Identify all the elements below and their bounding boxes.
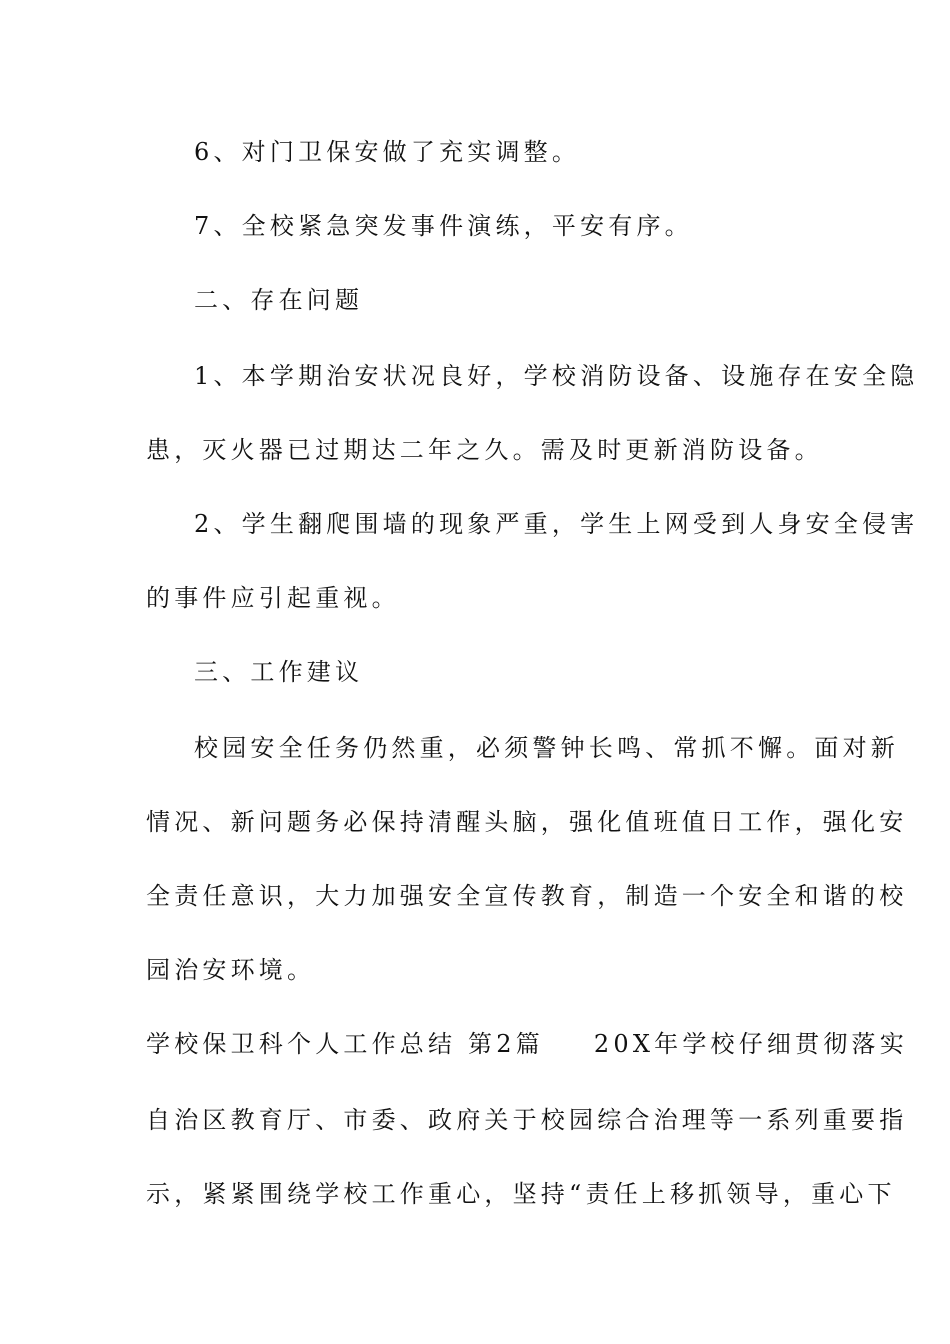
continuation-line-1: 自治区教育厅、市委、政府关于校园综合治理等一系列重要指 — [146, 1106, 908, 1134]
section-title-line — [146, 1028, 908, 1060]
paragraph-problem-1-line-1: 1、本学期治安状况良好，学校消防设备、设施存在安全隐 — [194, 362, 919, 390]
paragraph-suggestion-line-2: 情况、新问题务必保持清醒头脑，强化值班值日工作，强化安 — [146, 808, 908, 836]
paragraph-item-6: 6、对门卫保安做了充实调整。 — [194, 138, 581, 166]
continuation-line-2: 示，紧紧围绕学校工作重心，坚持“责任上移抓领导，重心下 — [146, 1180, 896, 1208]
paragraph-problem-1-line-2: 患，灭火器已过期达二年之久。需及时更新消防设备。 — [146, 436, 823, 464]
paragraph-suggestion-line-3: 全责任意识，大力加强安全宣传教育，制造一个安全和谐的校 — [146, 882, 908, 910]
paragraph-item-7: 7、全校紧急突发事件演练，平安有序。 — [194, 212, 693, 240]
paragraph-problem-2-line-1: 2、学生翻爬围墙的现象严重，学生上网受到人身安全侵害 — [194, 510, 919, 538]
section-lead-text: 20X年学校仔细贯彻落实 — [593, 1030, 908, 1058]
paragraph-problem-2-line-2: 的事件应引起重视。 — [146, 584, 400, 612]
paragraph-suggestion-line-4: 园治安环境。 — [146, 956, 316, 984]
section-heading-problems: 二、存在问题 — [194, 286, 364, 314]
section-heading-suggestions: 三、工作建议 — [194, 658, 364, 686]
paragraph-suggestion-line-1: 校园安全任务仍然重，必须警钟长鸣、常抓不懈。面对新 — [194, 734, 899, 762]
section-title: 学校保卫科个人工作总结 第2篇 — [146, 1030, 544, 1058]
